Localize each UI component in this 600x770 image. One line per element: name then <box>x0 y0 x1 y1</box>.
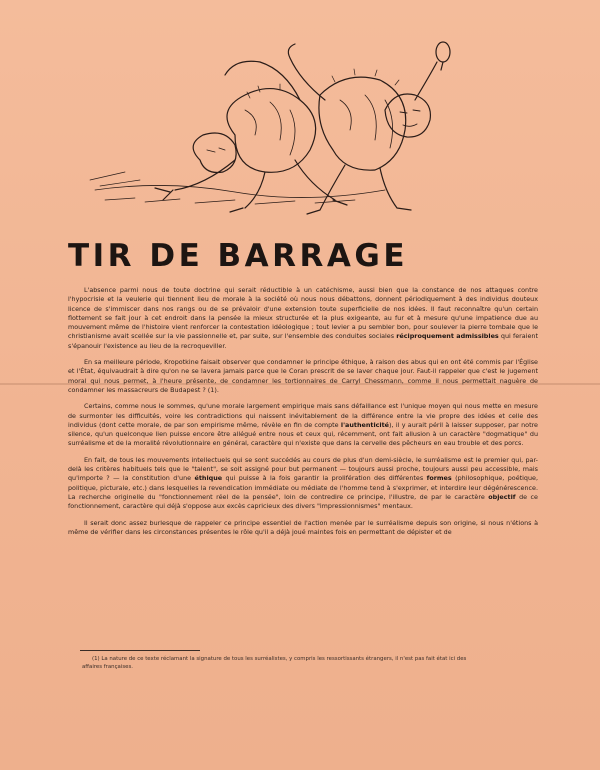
emphasized-text: formes <box>426 474 452 483</box>
footnote-separator <box>80 650 200 651</box>
footnote: (1) La nature de ce texte réclamant la signature de tous les surréalistes, y compris les ressortissants étrangers, il n'est pas fait état ici des affaires françaises. <box>82 656 467 670</box>
emphasized-text: éthique <box>194 474 223 483</box>
paragraph-text: (philosophique, poétique, politique, picturale, etc.) dans lesquelles la revendication immédiate ou médiate de l'homme tend à s'exprimer, et interdire leur dégénérescence. La recherche originelle du "fonctionnement réel de la pensée", loin de contredire ce principe, l'illustre, de par le caractère <box>68 474 538 501</box>
paragraph-text: Certains, comme nous le sommes, qu'une morale largement empirique mais sans défaillance est l'unique moyen qui nous mette en mesure de surmonter les difficultés, voire les contradictions qui naissent inévitablement de la différence entre la vie propre des idées et celle des individus (dont cette morale, de par son empirisme même, révèle en fin de compte <box>68 402 538 429</box>
article-paragraph <box>68 358 538 395</box>
paragraph-text: qui feraient s'épanouir l'existence au lieu de la recroqueviller. <box>68 332 538 350</box>
emphasized-text: objectif <box>488 492 516 501</box>
emphasized-text: l'authenticité <box>340 420 390 429</box>
paragraph-text: qui puisse à la fois garantir la prolifération des différentes <box>222 474 427 483</box>
paragraph-text: En fait, de tous les mouvements intellectuels qui se sont succédés au cours de plus d'un demi-siècle, le surréalisme est le premier qui, par-delà les critères habituels tels que le "talent", se soit assigné pour but permanent — toujours aussi proche, toujours aussi peu accessible, mais qu'importe ? — la constitution d'une <box>68 455 538 483</box>
paragraph-text: Il serait donc assez burlesque de rappeler ce principe essentiel de l'action menée par le surréalisme depuis son origine, si nous n'étions à même de vérifier dans les circonstances présentes le rôle qu'il a déjà joué maintes fois en permettant de dépister et de <box>68 518 538 536</box>
article-paragraph <box>68 519 538 538</box>
article-paragraph <box>68 286 538 351</box>
article-body <box>68 286 538 544</box>
paragraph-text: ), il y aurait péril à laisser supposer, par notre silence, qu'un quelconque lien puisse encore être allégué entre nous et ceux qui, récemment, ont fait allusion à un caractère "dogmatique" du surréalisme et de la moralité révolutionnaire en général, caractère qui n'existe que dans la cervelle des pêcheurs en eau trouble et des porcs. <box>68 420 538 448</box>
emphasized-text: réciproquement admissibles <box>396 332 499 341</box>
paragraph-text: L'absence parmi nous de toute doctrine qui serait réductible à un catéchisme, aussi bien que la constance de nos attaques contre l'hypocrisie et la veulerie qui tiennent lieu de morale à la société où nous nous débattons, donnent périodiquement à des individus douteux licence de s'immiscer dans nos rangs ou de se prévaloir d'une extension toute superficielle de nos idées. Il faut reconnaître qu'un certain flottement se fait jour à cet endroit dans la pensée la mieux structurée et la plus exigeante, au fur et à mesure qu'une impatience due au mouvement même de l'histoire vient renforcer la contestation idéologique ; tout levier a pu sembler bon, pour soulever la pierre tombale que le christianisme avait scellée sur la vie passionnelle et, par suite, sur l'ensemble des conduites sociales <box>68 286 538 341</box>
ink-illustration-monkeys <box>85 40 465 225</box>
article-paragraph <box>68 456 538 512</box>
article-paragraph <box>68 402 538 448</box>
paragraph-text: de ce fonctionnement, caractère qui déjà s'oppose aux excès capricieux des divers "impressionnismes" mentaux. <box>68 492 538 511</box>
page-title: TIR DE BARRAGE <box>68 238 409 274</box>
paragraph-text: En sa meilleure période, Kropotkine faisait observer que condamner le principe éthique, à raison des abus qui en ont été commis par l'Église et l'État, équivaudrait à dire qu'on ne se lavera jamais parce que le Coran prescrit de se laver chaque jour. Faut-il rappeler que c'est le jugement moral qui nous permet, à l'heure présente, de condamner les tortionnaires de Carryl Chessmann, comme il nous permettait naguère de condamner les massacreurs de Budapest ? (1). <box>68 358 538 394</box>
